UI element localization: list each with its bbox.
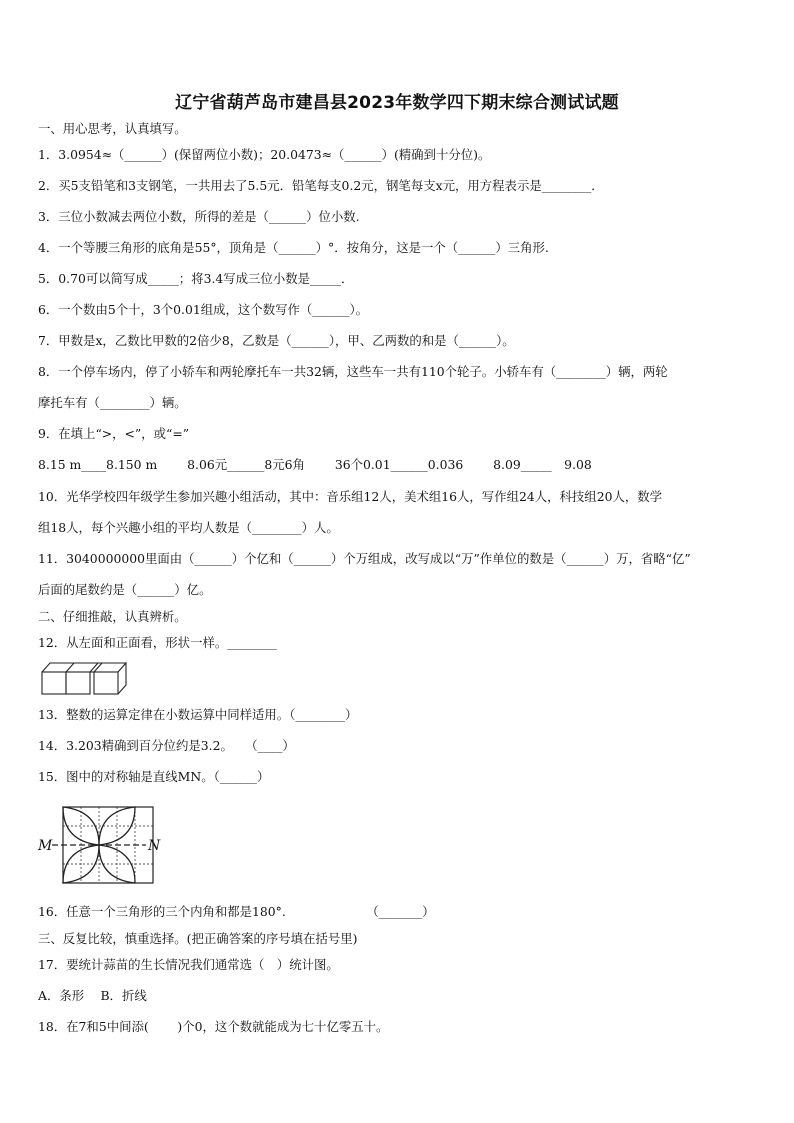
cube-side-edges xyxy=(94,663,126,694)
label-m: M xyxy=(38,838,53,854)
question-9-comparisons xyxy=(38,457,618,473)
cube-front-face xyxy=(42,672,66,694)
question-9: 9．在填上“>，<”，或“=” xyxy=(38,426,190,441)
question-10-line-1: 10．光华学校四年级学生参加兴趣小组活动，其中：音乐组12人，美术组16人，写作组24人，科技组20人，数学 xyxy=(38,489,663,504)
question-15: 15．图中的对称轴是直线MN。（______） xyxy=(38,769,270,784)
question-14: 14．3.203精确到百分位约是3.2。 （____） xyxy=(38,738,295,753)
comparison-item: 8.06元______8元6角 xyxy=(187,457,305,472)
question-18: 18．在7和5中间添( )个0，这个数就能成为七十亿零五十。 xyxy=(38,1019,389,1034)
question-13: 13．整数的运算定律在小数运算中同样适用。（________） xyxy=(38,707,358,722)
question-8-line-2: 摩托车有（________）辆。 xyxy=(38,395,187,410)
comparison-item: 36个0.01______0.036 xyxy=(334,457,464,472)
question-11-line-1: 11．3040000000里面由（______）个亿和（______）个万组成，改写成以“万”作单位的数是（______）万，省略“亿” xyxy=(38,551,691,566)
section-heading-3: 三、反复比较，慎重选择。(把正确答案的序号填在括号里) xyxy=(38,931,358,946)
question-1: 1．3.0954≈（______）(保留两位小数)；20.0473≈（______）(精确到十分位)。 xyxy=(38,147,491,162)
question-12: 12．从左面和正面看，形状一样。________ xyxy=(38,635,277,650)
question-3: 3．三位小数减去两位小数，所得的差是（______）位小数. xyxy=(38,209,360,224)
question-16: 16．任意一个三角形的三个内角和都是180°. （_______） xyxy=(38,904,435,919)
cube-top-edges xyxy=(42,663,126,672)
question-6: 6．一个数由5个十，3个0.01组成，这个数写作（______）。 xyxy=(38,302,369,317)
section-heading-1: 一、用心思考，认真填写。 xyxy=(38,121,187,136)
question-2: 2．买5支铅笔和3支钢笔，一共用去了5.5元．铅笔每支0.2元，钢笔每支x元，用方程表示是________． xyxy=(38,178,604,193)
question-7: 7．甲数是x，乙数比甲数的2倍少8，乙数是（______），甲、乙两数的和是（______）。 xyxy=(38,333,515,348)
comparison-item: 8.15 m____8.150 m xyxy=(38,457,158,472)
symmetry-figure xyxy=(36,803,166,887)
comparison-item: 8.09_____ 9.08 xyxy=(493,457,592,472)
question-11-line-2: 后面的尾数约是（______）亿。 xyxy=(38,582,212,597)
section-heading-2: 二、仔细推敲，认真辨析。 xyxy=(38,609,187,624)
cubes-figure xyxy=(40,659,130,697)
question-4: 4．一个等腰三角形的底角是55°，顶角是（______）°．按角分，这是一个（______）三角形. xyxy=(38,240,549,255)
question-10-line-2: 组18人，每个兴趣小组的平均人数是（________）人。 xyxy=(38,520,339,535)
label-n: N xyxy=(148,838,161,854)
cube-front-face xyxy=(94,672,118,694)
question-17-options: A．条形 B．折线 xyxy=(38,988,147,1003)
question-17: 17．要统计蒜苗的生长情况我们通常选（ ）统计图。 xyxy=(38,957,339,972)
cube-front-face xyxy=(66,672,90,694)
question-5: 5．0.70可以简写成_____；将3.4写成三位小数是_____． xyxy=(38,271,354,286)
page-title: 辽宁省葫芦岛市建昌县2023年数学四下期末综合测试试题 xyxy=(175,93,619,113)
question-8-line-1: 8．一个停车场内，停了小轿车和两轮摩托车一共32辆，这些车一共有110个轮子。小轿车有（________）辆，两轮 xyxy=(38,364,668,379)
